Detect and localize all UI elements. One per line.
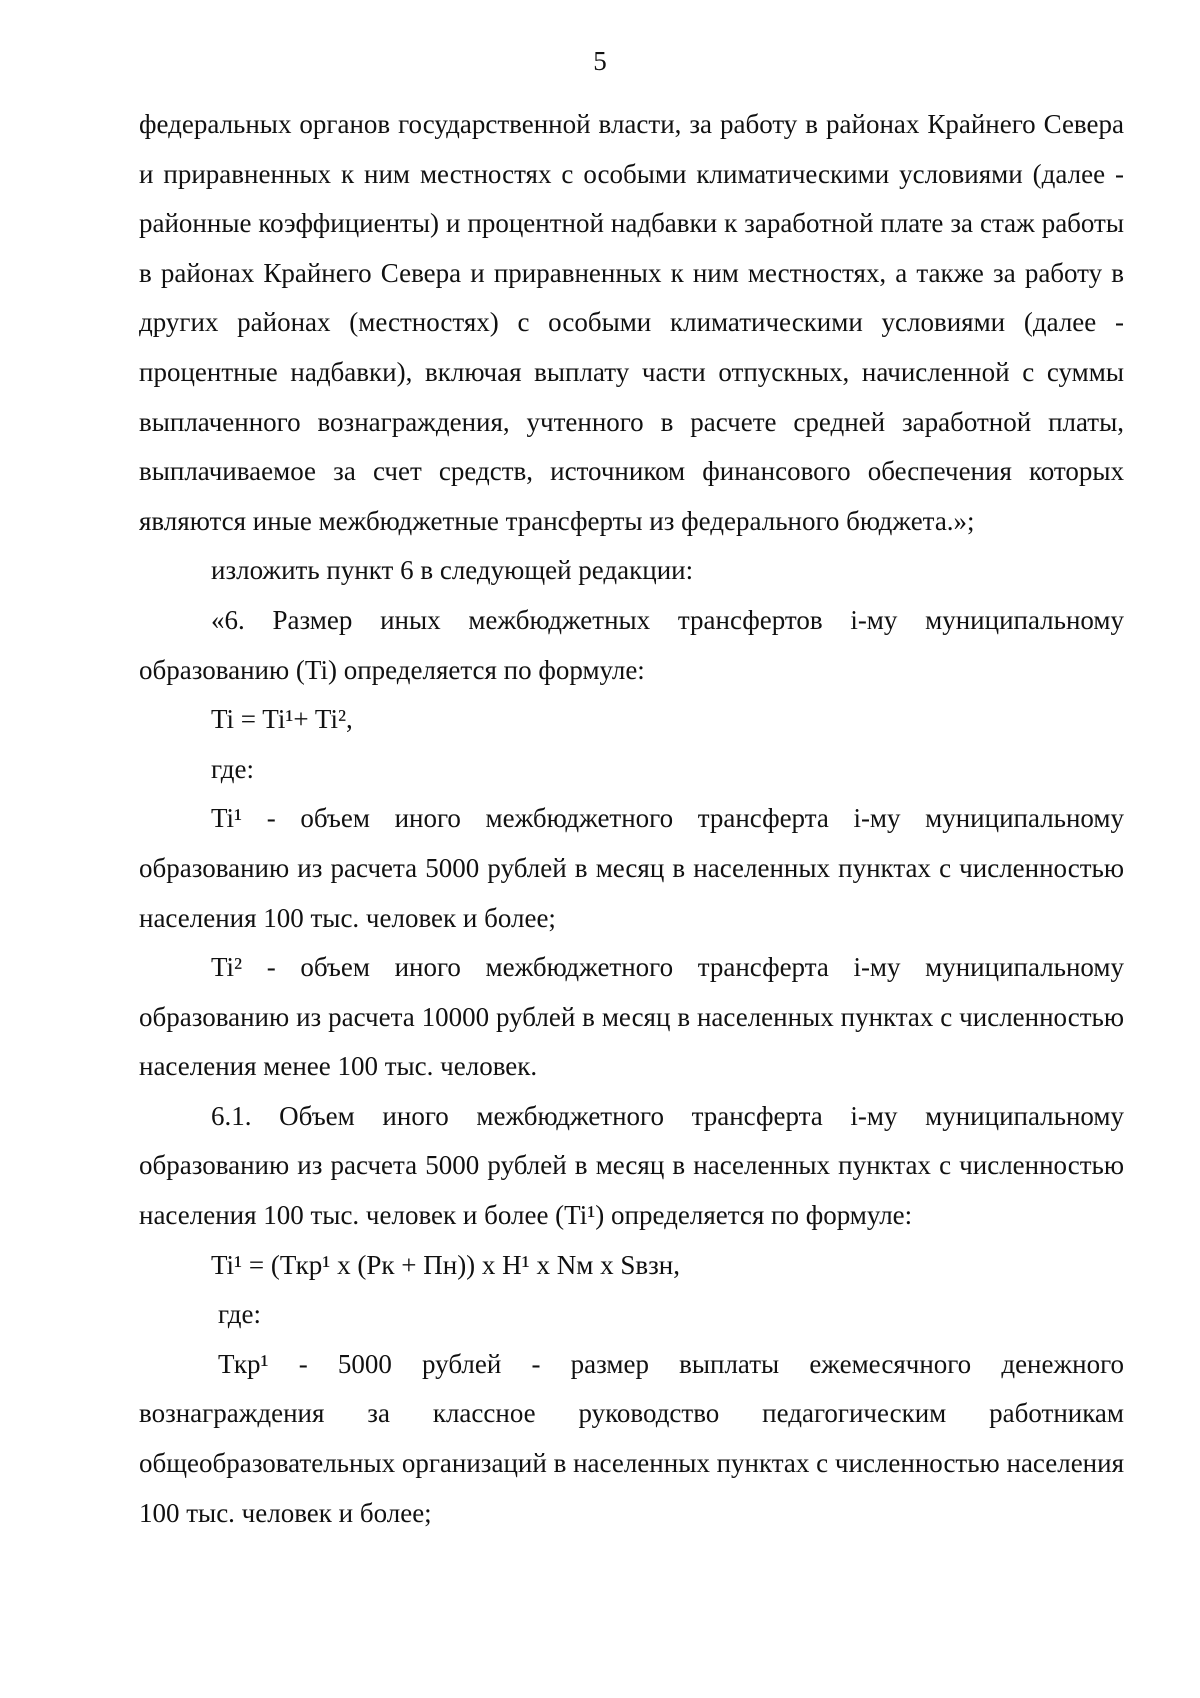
formula-ti: Ti = Ti¹+ Ti²,: [211, 704, 353, 735]
where-label: где:: [211, 753, 254, 784]
document-body: [139, 100, 1124, 1538]
paragraph-item-6: «6. Размер иных межбюджетных трансфертов i-му муниципальному образованию (Ti) определяется по формуле:: [139, 604, 1124, 685]
formula-ti1: Ti¹ = (Ткр¹ х (Рк + Пн)) х Н¹ х Nм х Sвзн,: [211, 1249, 680, 1280]
definition-ti2: Ti² - объем иного межбюджетного трансферта i-му муниципальному образованию из расчета 10000 рублей в месяц в населенных пунктах с численностью населения менее 100 тыс. человек.: [139, 952, 1124, 1082]
page-number: 5: [593, 46, 607, 76]
paragraph-amendment-intro: изложить пункт 6 в следующей редакции:: [211, 555, 694, 586]
where-label-2: где:: [218, 1299, 261, 1330]
paragraph-continuation: федеральных органов государственной власти, за работу в районах Крайнего Севера и приравненных к ним местностях с особыми климатическими условиями (далее - районные коэффициенты) и процентной надбавки к заработной плате за стаж работы в районах Крайнего Севера и приравненных к ним местностях, а также за работу в других районах (местностях) с особыми климатическими условиями (далее - процентные надбавки), включая выплату части отпускных, начисленной с суммы выплаченного вознаграждения, учтенного в расчете средней заработной платы, выплачиваемое за счет средств, источником финансового обеспечения которых являются иные межбюджетные трансферты из федерального бюджета.»;: [139, 109, 1124, 536]
definition-ti1: Ti¹ - объем иного межбюджетного трансферта i-му муниципальному образованию из расчета 5000 рублей в месяц в населенных пунктах с численностью населения 100 тыс. человек и более;: [139, 803, 1124, 933]
definition-tkr1: Ткр¹ - 5000 рублей - размер выплаты ежемесячного денежного вознаграждения за классное руководство педагогическим работникам общеобразовательных организаций в населенных пунктах с численностью населения 100 тыс. человек и более;: [139, 1348, 1124, 1528]
paragraph-item-6-1: 6.1. Объем иного межбюджетного трансферта i-му муниципальному образованию из расчета 5000 рублей в месяц в населенных пунктах с численностью населения 100 тыс. человек и более (Ti¹) определяется по формуле:: [139, 1100, 1124, 1231]
